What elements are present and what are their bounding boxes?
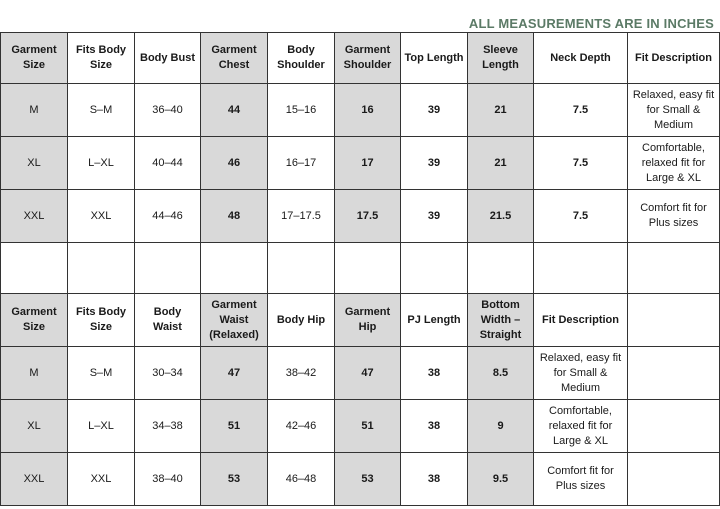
spacer-row xyxy=(1,243,720,294)
top-cell-garment-chest: 48 xyxy=(201,190,268,243)
bottom-header-bottom-width: Bottom Width – Straight xyxy=(468,294,534,347)
bottom-cell-bottom-width: 8.5 xyxy=(468,347,534,400)
bottom-cell-body-waist: 34–38 xyxy=(135,400,201,453)
bottom-cell-garment-hip: 51 xyxy=(335,400,401,453)
bottom-header-body-hip: Body Hip xyxy=(268,294,335,347)
size-chart-table xyxy=(0,32,720,506)
top-cell-fit-description: Relaxed, easy fit for Small & Medium xyxy=(628,84,720,137)
top-cell-top-length: 39 xyxy=(401,84,468,137)
bottom-cell-fit-description: Relaxed, easy fit for Small & Medium xyxy=(534,347,628,400)
top-cell-fit-description: Comfortable, relaxed fit for Large & XL xyxy=(628,137,720,190)
bottom-header-empty xyxy=(628,294,720,347)
bottom-header-row xyxy=(1,294,720,347)
top-cell-garment-size: M xyxy=(1,84,68,137)
top-data-row xyxy=(1,137,720,190)
bottom-header-fit-description: Fit Description xyxy=(534,294,628,347)
empty-cell xyxy=(401,243,468,294)
top-cell-fit-description: Comfort fit for Plus sizes xyxy=(628,190,720,243)
empty-cell xyxy=(628,243,720,294)
top-cell-neck-depth: 7.5 xyxy=(534,190,628,243)
empty-cell xyxy=(135,243,201,294)
bottom-cell-empty xyxy=(628,400,720,453)
bottom-cell-fits-body-size: XXL xyxy=(68,453,135,506)
top-cell-top-length: 39 xyxy=(401,137,468,190)
top-cell-body-shoulder: 17–17.5 xyxy=(268,190,335,243)
empty-cell xyxy=(534,243,628,294)
bottom-cell-body-waist: 38–40 xyxy=(135,453,201,506)
top-cell-body-shoulder: 15–16 xyxy=(268,84,335,137)
empty-cell xyxy=(468,243,534,294)
bottom-cell-body-waist: 30–34 xyxy=(135,347,201,400)
bottom-cell-pj-length: 38 xyxy=(401,347,468,400)
top-header-top-length: Top Length xyxy=(401,33,468,84)
bottom-cell-garment-waist: 51 xyxy=(201,400,268,453)
top-cell-garment-chest: 46 xyxy=(201,137,268,190)
top-cell-garment-size: XXL xyxy=(1,190,68,243)
bottom-cell-fits-body-size: S–M xyxy=(68,347,135,400)
empty-cell xyxy=(1,243,68,294)
bottom-header-garment-size: Garment Size xyxy=(1,294,68,347)
bottom-cell-empty xyxy=(628,453,720,506)
top-cell-body-shoulder: 16–17 xyxy=(268,137,335,190)
empty-cell xyxy=(68,243,135,294)
top-cell-sleeve-length: 21 xyxy=(468,84,534,137)
empty-cell xyxy=(335,243,401,294)
top-cell-garment-shoulder: 17 xyxy=(335,137,401,190)
top-cell-fits-body-size: S–M xyxy=(68,84,135,137)
top-cell-garment-size: XL xyxy=(1,137,68,190)
bottom-header-body-waist: Body Waist xyxy=(135,294,201,347)
top-header-fits-body-size: Fits Body Size xyxy=(68,33,135,84)
bottom-cell-garment-waist: 47 xyxy=(201,347,268,400)
bottom-data-row xyxy=(1,347,720,400)
bottom-cell-body-hip: 46–48 xyxy=(268,453,335,506)
bottom-cell-garment-hip: 53 xyxy=(335,453,401,506)
bottom-cell-garment-hip: 47 xyxy=(335,347,401,400)
bottom-cell-garment-size: XXL xyxy=(1,453,68,506)
top-header-garment-chest: Garment Chest xyxy=(201,33,268,84)
top-cell-body-bust: 40–44 xyxy=(135,137,201,190)
top-data-row xyxy=(1,84,720,137)
top-cell-sleeve-length: 21 xyxy=(468,137,534,190)
top-cell-fits-body-size: XXL xyxy=(68,190,135,243)
top-cell-garment-chest: 44 xyxy=(201,84,268,137)
bottom-cell-garment-size: M xyxy=(1,347,68,400)
top-cell-body-bust: 36–40 xyxy=(135,84,201,137)
bottom-header-fits-body-size: Fits Body Size xyxy=(68,294,135,347)
top-header-body-bust: Body Bust xyxy=(135,33,201,84)
bottom-data-row xyxy=(1,400,720,453)
top-header-row xyxy=(1,33,720,84)
bottom-cell-body-hip: 42–46 xyxy=(268,400,335,453)
top-data-row xyxy=(1,190,720,243)
top-cell-top-length: 39 xyxy=(401,190,468,243)
bottom-header-garment-hip: Garment Hip xyxy=(335,294,401,347)
top-cell-neck-depth: 7.5 xyxy=(534,84,628,137)
top-cell-sleeve-length: 21.5 xyxy=(468,190,534,243)
bottom-cell-empty xyxy=(628,347,720,400)
top-cell-garment-shoulder: 17.5 xyxy=(335,190,401,243)
top-header-garment-shoulder: Garment Shoulder xyxy=(335,33,401,84)
bottom-cell-pj-length: 38 xyxy=(401,453,468,506)
top-cell-neck-depth: 7.5 xyxy=(534,137,628,190)
top-cell-body-bust: 44–46 xyxy=(135,190,201,243)
top-cell-fits-body-size: L–XL xyxy=(68,137,135,190)
top-header-sleeve-length: Sleeve Length xyxy=(468,33,534,84)
top-header-body-shoulder: Body Shoulder xyxy=(268,33,335,84)
bottom-cell-bottom-width: 9.5 xyxy=(468,453,534,506)
bottom-header-garment-waist: Garment Waist (Relaxed) xyxy=(201,294,268,347)
bottom-header-pj-length: PJ Length xyxy=(401,294,468,347)
bottom-cell-garment-size: XL xyxy=(1,400,68,453)
units-note: ALL MEASUREMENTS ARE IN INCHES xyxy=(468,16,714,31)
empty-cell xyxy=(201,243,268,294)
bottom-cell-bottom-width: 9 xyxy=(468,400,534,453)
top-header-garment-size: Garment Size xyxy=(1,33,68,84)
top-cell-garment-shoulder: 16 xyxy=(335,84,401,137)
top-header-fit-description: Fit Description xyxy=(628,33,720,84)
bottom-cell-body-hip: 38–42 xyxy=(268,347,335,400)
bottom-cell-garment-waist: 53 xyxy=(201,453,268,506)
empty-cell xyxy=(268,243,335,294)
top-header-neck-depth: Neck Depth xyxy=(534,33,628,84)
bottom-data-row xyxy=(1,453,720,506)
bottom-cell-pj-length: 38 xyxy=(401,400,468,453)
bottom-cell-fit-description: Comfortable, relaxed fit for Large & XL xyxy=(534,400,628,453)
bottom-cell-fit-description: Comfort fit for Plus sizes xyxy=(534,453,628,506)
bottom-cell-fits-body-size: L–XL xyxy=(68,400,135,453)
